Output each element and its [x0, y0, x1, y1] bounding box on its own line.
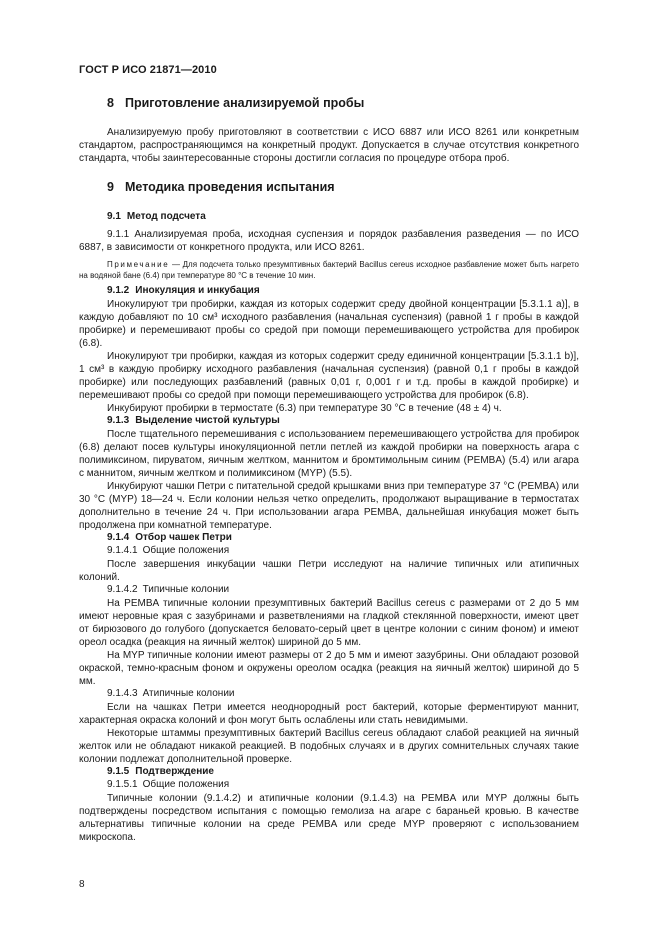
paragraph-9-1-3-a: После тщательного перемешивания с использованием перемешивающего устройства для пробирок (6.8) делают посев культуры инокуляционной петли петлей из каждой пробирки на поверхность агара с полимиксином, пируватом, яичным желтком, маннитом и бромтимольным синим (PEMBA) (5.4) или агара с маннитом, яичным желтком и полимиксином (MYP) (5.5).	[79, 429, 579, 480]
paragraph-9-1-1: 9.1.1 Анализируемая проба, исходная суспензия и порядок разбавления разведения — по ИСО 6887, в зависимости от конкретного продукта, или ИСО 8261.	[79, 229, 579, 254]
section-9-1-5-number: 9.1.5	[107, 766, 130, 777]
paragraph-9-1-4-1: После завершения инкубации чашки Петри исследуют на наличие типичных или атипичных колоний.	[79, 559, 579, 584]
section-9-1-4-1-title: Общие положения	[142, 545, 230, 556]
paragraph-9-1-4-2-b: На MYP типичные колонии имеют размеры от 2 до 5 мм и имеют зазубрины. Они обладают розовой окраской, темно-красным фоном и окружены ореолом осадка (реакция на яичный желток) шириной до 5 мм.	[79, 650, 579, 688]
section-9-1-4-3-number: 9.1.4.3	[107, 688, 138, 699]
note-label: Примечание	[107, 260, 170, 269]
section-8-heading	[107, 96, 364, 110]
section-9-heading	[107, 180, 335, 194]
section-9-1-5-1-heading	[107, 779, 229, 790]
section-9-1-title: Метод подсчета	[126, 211, 206, 222]
section-8-number: 8	[107, 96, 114, 110]
section-9-1-heading	[107, 211, 206, 222]
section-9-1-3-title: Выделение чистой культуры	[135, 415, 280, 426]
section-9-1-4-3-heading	[107, 688, 235, 699]
section-9-1-4-2-title: Типичные колонии	[142, 584, 230, 595]
section-9-1-5-1-title: Общие положения	[142, 779, 230, 790]
section-8-title: Приготовление анализируемой пробы	[125, 96, 365, 110]
section-9-1-4-2-number: 9.1.4.2	[107, 584, 138, 595]
section-9-1-4-heading	[107, 532, 232, 543]
section-9-1-3-number: 9.1.3	[107, 415, 130, 426]
section-9-1-2-heading	[107, 285, 260, 296]
section-9-title: Методика проведения испытания	[125, 180, 335, 194]
paragraph-9-1-4-2-a: На PEMBA типичные колонии презумптивных бактерий Bacillus cereus с размерами от 2 до 5 мм имеют неровные края с зазубринами и разветвлениями на гладкой стеклянной поверхности, имеют цвет от бирюзового до голубого (допускается беловато-серый цвет в центре колонии с синим фоном) и имеют ореол осадка (реакция на яичный желток) шириной до 5 мм.	[79, 598, 579, 649]
paragraph-9-1-3-b: Инкубируют чашки Петри с питательной средой крышками вниз при температуре 37 °С (PEMBA) или 30 °С (MYP) 18—24 ч. Если колонии нельзя четко определить, продолжают выращивание в термостатах дополнительно в течение 24 ч. При использовании агара PEMBA, дальнейшая инкубация может быть продолжена при комнатной температуре.	[79, 481, 579, 532]
section-9-1-4-3-title: Атипичные колонии	[142, 688, 235, 699]
paragraph-9-1-5-1: Типичные колонии (9.1.4.2) и атипичные колонии (9.1.4.3) на PEMBA или MYP должны быть подтверждены посредством испытания с помощью гемолиза на агаре с бараньей кровью. В качестве альтернативы типичные колонии на среде PEMBA или среде MYP проверяют с использованием микроскопа.	[79, 793, 579, 844]
paragraph-9-1-4-3-b: Некоторые штаммы презумптивных бактерий Bacillus cereus обладают слабой реакцией на яичный желток или не обладают никакой реакцией. В подобных случаях и в других сомнительных случаях такие колонии подлежат дополнительной проверке.	[79, 728, 579, 766]
section-9-number: 9	[107, 180, 114, 194]
note-paragraph	[79, 259, 579, 281]
page-number: 8	[79, 879, 85, 890]
section-8-paragraph: Анализируемую пробу приготовляют в соответствии с ИСО 6887 или ИСО 8261 или конкретным стандартом, распространяющимся на конкретный продукт. Допускается в случае отсутствия конкретного стандарта, чтобы заинтересованные стороны достигли согласия по процедуре отбора проб.	[79, 127, 579, 165]
section-9-1-4-1-heading	[107, 545, 229, 556]
section-9-1-2-number: 9.1.2	[107, 285, 130, 296]
document-header: ГОСТ Р ИСО 21871—2010	[79, 64, 217, 76]
paragraph-9-1-2-c: Инкубируют пробирки в термостате (6.3) при температуре 30 °С в течение (48 ± 4) ч.	[107, 403, 502, 414]
section-9-1-2-title: Инокуляция и инкубация	[135, 285, 260, 296]
paragraph-9-1-4-3-a: Если на чашках Петри имеется неоднородный рост бактерий, которые ферментируют маннит, характерная окраска колоний и фон могут быть ослаблены или стать невидимыми.	[79, 702, 579, 727]
section-9-1-5-heading	[107, 766, 214, 777]
section-9-1-5-title: Подтверждение	[135, 766, 214, 777]
paragraph-9-1-2-b: Инокулируют три пробирки, каждая из которых содержит среду единичной концентрации [5.3.1.1 b)], 1 см³ в каждую пробирку исходного разбавления (начальная суспензия) (равной 0,1 г пробы в каждой пробирке) или последующих разбавлений (равных 0,01 г, 0,001 г и т.д. пробы в каждой пробирке) и перемешивают пробы со средой при помощи перемешивающего устройства для пробирок (6.8).	[79, 351, 579, 402]
section-9-1-3-heading	[107, 415, 280, 426]
section-9-1-4-1-number: 9.1.4.1	[107, 545, 138, 556]
section-9-1-number: 9.1	[107, 211, 121, 222]
section-9-1-4-number: 9.1.4	[107, 532, 130, 543]
section-9-1-4-title: Отбор чашек Петри	[135, 532, 232, 543]
section-9-1-5-1-number: 9.1.5.1	[107, 779, 138, 790]
note-text: — Для подсчета только презумптивных бактерий Bacillus cereus исходное разбавление может быть нагрето на водяной бане (6.4) при температуре 80 °С в течение 10 мин.	[79, 260, 579, 280]
paragraph-9-1-2-a: Инокулируют три пробирки, каждая из которых содержит среду двойной концентрации [5.3.1.1 а)], в каждую добавляют по 10 см³ исходного разбавления (начальная суспензия) (равной 1 г пробы в каждой пробирке) и перемешивают пробы со средой при помощи перемешивающего устройства для пробирок (6.8).	[79, 299, 579, 350]
section-9-1-4-2-heading	[107, 584, 229, 595]
